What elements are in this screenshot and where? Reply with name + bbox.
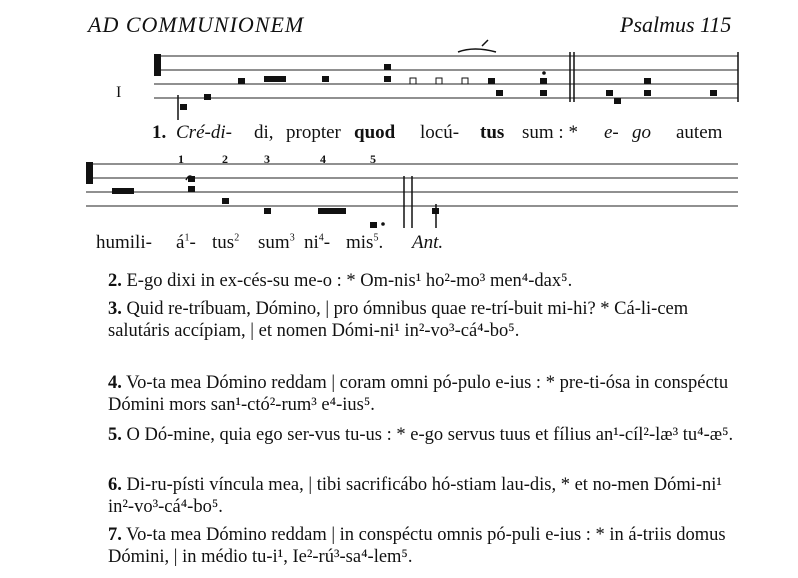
verse-6: 6. Di-ru-písti víncula mea, | tibi sacrificábo hó-stiam lau-dis, * et no-men Dómi-ni¹ in²-vo³-cá⁴-bo⁵. [108,475,722,517]
accent-number: 2 [222,152,228,166]
accent-number: 3 [264,152,270,166]
verse-3: 3. Quid re-tríbuam, Dómino, | pro ómnibus quae re-trí-buit mi-hi? * Cá-li-cem salutáris accípiam, | et nomen Dómi-ni¹ in²-vo³-cá⁴-bo⁵. [108,299,689,341]
lyric-syllable: autem [676,122,723,143]
verse-4: 4. Vo-ta mea Dómino reddam | coram omni pó-pulo e-ius : * pre-ti-ósa in conspéctu Dómini mors san¹-ctó²-rum³ e⁴-ius⁵. [108,373,729,415]
lyric-syllable: tus$^2$ [212,232,240,253]
lyric-syllable: locú- [420,122,460,143]
lyric-syllable: sum$^3$ [258,232,295,253]
c-clef-icon [86,162,93,184]
lyric-syllable: humili- [96,232,152,253]
psalm-reference: Psalmus 115 [620,12,732,37]
lyric-syllable: quod [354,122,396,143]
verse-5: 5. O Dó-mine, quia ego ser-vus tu-us : * e-go servus tuus et fílius an¹-cíl²-læ³ tu⁴-æ⁵. [108,425,734,445]
accent-number: 4 [320,152,326,166]
lyric-syllable: tus [480,122,505,143]
mode-number: I [116,84,122,101]
lyric-syllable: di, [254,122,274,143]
lyric-syllable: $ni^4-$ [304,232,331,253]
lyric-syllable: go [632,122,651,143]
chant-title: AD COMMUNIONEM [88,12,305,37]
c-clef-icon [154,54,161,76]
verse-2: 2. E-go dixi in ex-cés-su me-o : * Om-nis¹ ho²-mo³ men⁴-dax⁵. [108,271,573,291]
accent-number: 1 [178,152,184,166]
verse-number: 1. [152,122,167,143]
lyric-syllable: $á^1-$ [176,232,196,253]
lyric-syllable: Cré-di- [176,122,232,143]
antiphon-label: Ant. [412,232,444,253]
accent-number: 5 [370,152,376,166]
lyric-syllable: propter [286,122,341,143]
verse-7: 7. Vo-ta mea Dómino reddam | in conspéctu omnis pó-puli e-ius : * in á-triis domus Dómini, | in médio tu-i¹, Ie²-rú³-sa⁴-lem⁵. [108,525,726,567]
lyric-syllable: e- [604,122,619,143]
lyric-syllable: sum : * [522,122,578,143]
lyric-syllable: mis$^5$. [346,232,384,253]
